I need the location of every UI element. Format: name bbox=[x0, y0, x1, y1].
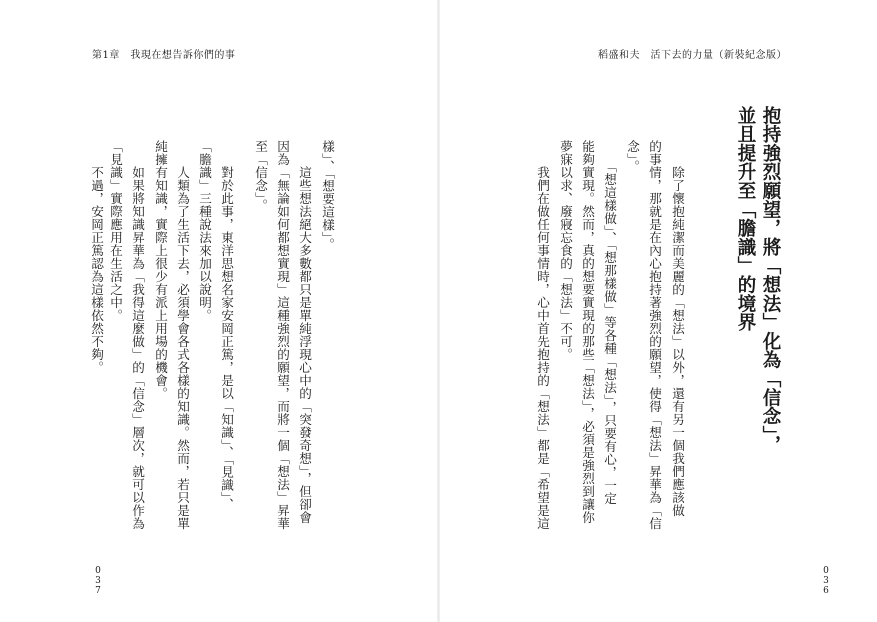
body-line: 如果將知識昇華為「我得這麼做」的「信念」層次，就可以作為 bbox=[130, 153, 145, 530]
page-number-digit: 3 bbox=[823, 576, 829, 586]
page-number-right bbox=[820, 566, 832, 596]
page-number-digit: 0 bbox=[823, 566, 829, 576]
page-number-digit: 6 bbox=[823, 586, 829, 596]
body-line: 樣」、「想要這樣」。 bbox=[320, 140, 335, 252]
body-line: 念」。 bbox=[625, 140, 640, 173]
body-line: 夢寐以求、廢寢忘食的「想法」不可。 bbox=[558, 140, 573, 361]
body-line: 人類為了生活下去，必須學會各式各樣的知識。然而，若只是單 bbox=[175, 153, 190, 530]
body-line: 我們在做任何事情時，心中首先抱持的「想法」都是「希望是這 bbox=[535, 153, 550, 530]
body-line: 「想這樣做」、「想那樣做」等各種「想法」，只要有心，一定 bbox=[602, 153, 617, 505]
page-number-digit: 0 bbox=[95, 566, 101, 576]
running-head-right: 稻盛和夫 活下去的力量（新裝紀念版） bbox=[598, 50, 787, 61]
page-number-digit: 3 bbox=[95, 576, 101, 586]
body-line: 不過，安岡正篤認為這樣依然不夠。 bbox=[89, 153, 104, 374]
section-heading-line-2: 並且提升至「膽識」的境界 bbox=[735, 106, 756, 332]
page-number-digit: 7 bbox=[95, 586, 101, 596]
body-line: 因為「無論如何都想實現」這種強烈的願望，而將一個「想法」昇華 bbox=[275, 140, 290, 530]
body-line: 「膽識」三種說法來加以說明。 bbox=[197, 140, 212, 322]
section-heading-line-1: 抱持強烈願望，將「想法」化為「信念」， bbox=[760, 106, 781, 454]
page-number-left bbox=[92, 566, 104, 596]
body-line: 「見識」實際應用在生活之中。 bbox=[108, 140, 123, 322]
gutter-shadow bbox=[437, 0, 440, 622]
body-line: 除了懷抱純潔而美麗的「想法」以外，還有另一個我們應該做 bbox=[670, 153, 685, 517]
body-line: 能夠實現。然而，真的想要實現的那些「想法」，必須是強烈到讓你 bbox=[580, 140, 595, 524]
body-line: 對於此事，東洋思想名家安岡正篤，是以「知識」、「見識」、 bbox=[219, 153, 234, 512]
body-line: 純擁有知識，實際上很少有派上用場的機會。 bbox=[153, 140, 168, 400]
running-head-left: 第1章 我現在想告訴你們的事 bbox=[92, 50, 236, 61]
body-line: 的事情，那就是在內心抱持著強烈的願望，使得「想法」昇華為「信 bbox=[647, 140, 662, 530]
body-line: 這些想法絕大多數都只是單純浮現心中的「突發奇想」，但卻會 bbox=[297, 153, 312, 524]
body-line: 至「信念」。 bbox=[253, 140, 268, 212]
